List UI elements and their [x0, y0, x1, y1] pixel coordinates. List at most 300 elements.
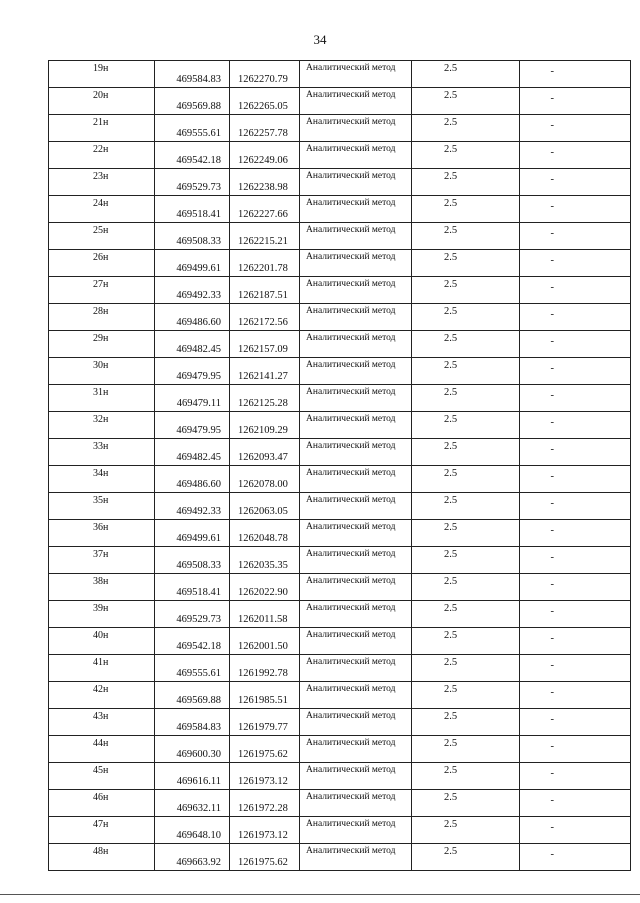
accuracy-text: 2.5 — [444, 306, 458, 317]
accuracy-cell — [412, 844, 520, 871]
y-coordinate-cell — [230, 250, 300, 277]
method-text: Аналитический метод — [306, 360, 396, 370]
description-text: - — [550, 93, 554, 104]
point-text: 46н — [93, 792, 109, 803]
description-cell — [520, 223, 631, 250]
x-coordinate-cell — [155, 250, 230, 277]
coordinates-table — [48, 60, 631, 871]
point-text: 41н — [93, 657, 109, 668]
x-coordinate-cell — [155, 709, 230, 736]
method-text: Аналитический метод — [306, 468, 396, 478]
accuracy-text: 2.5 — [444, 738, 458, 749]
y-coordinate-text: 1262215.21 — [238, 236, 288, 247]
accuracy-text: 2.5 — [444, 198, 458, 209]
description-cell — [520, 628, 631, 655]
x-coordinate-cell — [155, 169, 230, 196]
description-cell — [520, 844, 631, 871]
method-cell — [300, 466, 412, 493]
method-text: Аналитический метод — [306, 387, 396, 397]
accuracy-text: 2.5 — [444, 252, 458, 263]
description-cell — [520, 196, 631, 223]
x-coordinate-cell — [155, 88, 230, 115]
y-coordinate-cell — [230, 439, 300, 466]
accuracy-text: 2.5 — [444, 117, 458, 128]
y-coordinate-cell — [230, 277, 300, 304]
method-text: Аналитический метод — [306, 576, 396, 586]
x-coordinate-text: 469518.41 — [176, 587, 221, 598]
x-coordinate-cell — [155, 223, 230, 250]
table-row — [49, 520, 631, 547]
accuracy-cell — [412, 655, 520, 682]
y-coordinate-text: 1262109.29 — [238, 425, 288, 436]
method-cell — [300, 790, 412, 817]
method-text: Аналитический метод — [306, 252, 396, 262]
point-cell — [49, 466, 155, 493]
coordinates-table-body — [49, 61, 631, 871]
description-text: - — [550, 444, 554, 455]
table-row — [49, 88, 631, 115]
accuracy-cell — [412, 574, 520, 601]
y-coordinate-text: 1262022.90 — [238, 587, 288, 598]
description-cell — [520, 61, 631, 88]
table-row — [49, 115, 631, 142]
method-cell — [300, 250, 412, 277]
x-coordinate-cell — [155, 790, 230, 817]
point-cell — [49, 358, 155, 385]
y-coordinate-cell — [230, 844, 300, 871]
method-cell — [300, 601, 412, 628]
description-text: - — [550, 606, 554, 617]
point-text: 36н — [93, 522, 109, 533]
y-coordinate-cell — [230, 331, 300, 358]
description-text: - — [550, 525, 554, 536]
accuracy-text: 2.5 — [444, 495, 458, 506]
description-text: - — [550, 255, 554, 266]
x-coordinate-cell — [155, 466, 230, 493]
accuracy-cell — [412, 628, 520, 655]
y-coordinate-text: 1262172.56 — [238, 317, 288, 328]
description-text: - — [550, 363, 554, 374]
description-text: - — [550, 282, 554, 293]
x-coordinate-text: 469499.61 — [176, 533, 221, 544]
description-cell — [520, 466, 631, 493]
point-cell — [49, 628, 155, 655]
accuracy-text: 2.5 — [444, 819, 458, 830]
y-coordinate-text: 1262238.98 — [238, 182, 288, 193]
y-coordinate-text: 1262011.58 — [238, 614, 288, 625]
point-text: 35н — [93, 495, 109, 506]
accuracy-cell — [412, 142, 520, 169]
method-cell — [300, 547, 412, 574]
x-coordinate-cell — [155, 763, 230, 790]
y-coordinate-cell — [230, 790, 300, 817]
point-cell — [49, 115, 155, 142]
description-text: - — [550, 228, 554, 239]
point-cell — [49, 169, 155, 196]
point-text: 24н — [93, 198, 109, 209]
method-text: Аналитический метод — [306, 711, 396, 721]
description-text: - — [550, 390, 554, 401]
x-coordinate-text: 469518.41 — [176, 209, 221, 220]
x-coordinate-cell — [155, 736, 230, 763]
point-text: 28н — [93, 306, 109, 317]
table-row — [49, 250, 631, 277]
x-coordinate-text: 469600.30 — [176, 749, 221, 760]
description-cell — [520, 385, 631, 412]
description-text: - — [550, 714, 554, 725]
point-cell — [49, 736, 155, 763]
accuracy-text: 2.5 — [444, 333, 458, 344]
description-cell — [520, 331, 631, 358]
accuracy-cell — [412, 493, 520, 520]
description-text: - — [550, 120, 554, 131]
y-coordinate-text: 1262270.79 — [238, 74, 288, 85]
y-coordinate-cell — [230, 574, 300, 601]
method-cell — [300, 736, 412, 763]
point-cell — [49, 493, 155, 520]
y-coordinate-text: 1261973.12 — [238, 776, 288, 787]
y-coordinate-cell — [230, 736, 300, 763]
y-coordinate-text: 1262093.47 — [238, 452, 288, 463]
description-cell — [520, 250, 631, 277]
point-text: 48н — [93, 846, 109, 857]
point-cell — [49, 844, 155, 871]
description-text: - — [550, 741, 554, 752]
point-cell — [49, 574, 155, 601]
method-text: Аналитический метод — [306, 63, 396, 73]
point-text: 20н — [93, 90, 109, 101]
method-text: Аналитический метод — [306, 117, 396, 127]
y-coordinate-cell — [230, 709, 300, 736]
table-row — [49, 331, 631, 358]
x-coordinate-text: 469632.11 — [176, 803, 221, 814]
method-cell — [300, 574, 412, 601]
y-coordinate-cell — [230, 88, 300, 115]
x-coordinate-text: 469479.95 — [176, 425, 221, 436]
point-text: 21н — [93, 117, 109, 128]
method-text: Аналитический метод — [306, 171, 396, 181]
description-cell — [520, 358, 631, 385]
description-text: - — [550, 795, 554, 806]
description-text: - — [550, 660, 554, 671]
y-coordinate-text: 1261992.78 — [238, 668, 288, 679]
description-cell — [520, 520, 631, 547]
method-text: Аналитический метод — [306, 603, 396, 613]
y-coordinate-text: 1262141.27 — [238, 371, 288, 382]
bottom-rule — [0, 894, 640, 895]
point-cell — [49, 817, 155, 844]
y-coordinate-text: 1262063.05 — [238, 506, 288, 517]
accuracy-cell — [412, 601, 520, 628]
x-coordinate-cell — [155, 817, 230, 844]
x-coordinate-text: 469486.60 — [176, 479, 221, 490]
method-text: Аналитический метод — [306, 738, 396, 748]
description-cell — [520, 142, 631, 169]
point-cell — [49, 385, 155, 412]
y-coordinate-cell — [230, 196, 300, 223]
method-cell — [300, 61, 412, 88]
description-text: - — [550, 336, 554, 347]
method-cell — [300, 628, 412, 655]
accuracy-text: 2.5 — [444, 522, 458, 533]
point-cell — [49, 277, 155, 304]
y-coordinate-cell — [230, 763, 300, 790]
accuracy-cell — [412, 763, 520, 790]
description-cell — [520, 574, 631, 601]
accuracy-cell — [412, 736, 520, 763]
x-coordinate-text: 469569.88 — [176, 101, 221, 112]
point-text: 22н — [93, 144, 109, 155]
page-number: 34 — [313, 32, 327, 47]
y-coordinate-cell — [230, 493, 300, 520]
description-cell — [520, 304, 631, 331]
point-text: 23н — [93, 171, 109, 182]
point-text: 25н — [93, 225, 109, 236]
point-text: 33н — [93, 441, 109, 452]
method-text: Аналитический метод — [306, 549, 396, 559]
method-cell — [300, 655, 412, 682]
method-cell — [300, 520, 412, 547]
table-row — [49, 304, 631, 331]
accuracy-cell — [412, 520, 520, 547]
description-cell — [520, 493, 631, 520]
point-cell — [49, 250, 155, 277]
y-coordinate-cell — [230, 520, 300, 547]
method-text: Аналитический метод — [306, 144, 396, 154]
x-coordinate-cell — [155, 520, 230, 547]
x-coordinate-text: 469529.73 — [176, 614, 221, 625]
accuracy-cell — [412, 250, 520, 277]
y-coordinate-cell — [230, 169, 300, 196]
method-text: Аналитический метод — [306, 90, 396, 100]
y-coordinate-text: 1262157.09 — [238, 344, 288, 355]
y-coordinate-text: 1262125.28 — [238, 398, 288, 409]
accuracy-cell — [412, 358, 520, 385]
point-cell — [49, 196, 155, 223]
x-coordinate-text: 469555.61 — [176, 128, 221, 139]
x-coordinate-cell — [155, 844, 230, 871]
x-coordinate-text: 469508.33 — [176, 236, 221, 247]
point-text: 40н — [93, 630, 109, 641]
x-coordinate-cell — [155, 655, 230, 682]
x-coordinate-text: 469482.45 — [176, 452, 221, 463]
method-cell — [300, 439, 412, 466]
accuracy-cell — [412, 412, 520, 439]
accuracy-text: 2.5 — [444, 144, 458, 155]
x-coordinate-cell — [155, 628, 230, 655]
x-coordinate-cell — [155, 277, 230, 304]
x-coordinate-cell — [155, 304, 230, 331]
y-coordinate-text: 1262048.78 — [238, 533, 288, 544]
point-text: 43н — [93, 711, 109, 722]
x-coordinate-text: 469569.88 — [176, 695, 221, 706]
y-coordinate-cell — [230, 304, 300, 331]
method-text: Аналитический метод — [306, 522, 396, 532]
description-cell — [520, 736, 631, 763]
point-text: 47н — [93, 819, 109, 830]
y-coordinate-cell — [230, 412, 300, 439]
description-text: - — [550, 633, 554, 644]
x-coordinate-text: 469482.45 — [176, 344, 221, 355]
description-cell — [520, 817, 631, 844]
table-row — [49, 277, 631, 304]
method-text: Аналитический метод — [306, 414, 396, 424]
description-cell — [520, 277, 631, 304]
method-text: Аналитический метод — [306, 684, 396, 694]
y-coordinate-cell — [230, 466, 300, 493]
table-row — [49, 682, 631, 709]
x-coordinate-text: 469508.33 — [176, 560, 221, 571]
table-row — [49, 601, 631, 628]
table-row — [49, 142, 631, 169]
point-cell — [49, 520, 155, 547]
description-text: - — [550, 687, 554, 698]
accuracy-text: 2.5 — [444, 765, 458, 776]
x-coordinate-cell — [155, 115, 230, 142]
accuracy-cell — [412, 88, 520, 115]
x-coordinate-text: 469499.61 — [176, 263, 221, 274]
method-cell — [300, 817, 412, 844]
accuracy-text: 2.5 — [444, 225, 458, 236]
point-text: 44н — [93, 738, 109, 749]
description-cell — [520, 115, 631, 142]
description-cell — [520, 601, 631, 628]
accuracy-text: 2.5 — [444, 441, 458, 452]
y-coordinate-cell — [230, 817, 300, 844]
method-cell — [300, 763, 412, 790]
accuracy-cell — [412, 169, 520, 196]
table-row — [49, 628, 631, 655]
table-row — [49, 466, 631, 493]
table-row — [49, 736, 631, 763]
method-cell — [300, 223, 412, 250]
point-cell — [49, 223, 155, 250]
description-cell — [520, 439, 631, 466]
method-text: Аналитический метод — [306, 792, 396, 802]
y-coordinate-text: 1261975.62 — [238, 857, 288, 868]
description-cell — [520, 412, 631, 439]
point-cell — [49, 331, 155, 358]
y-coordinate-cell — [230, 385, 300, 412]
table-row — [49, 439, 631, 466]
x-coordinate-text: 469492.33 — [176, 506, 221, 517]
x-coordinate-cell — [155, 61, 230, 88]
description-text: - — [550, 822, 554, 833]
y-coordinate-cell — [230, 601, 300, 628]
table-row — [49, 844, 631, 871]
y-coordinate-cell — [230, 115, 300, 142]
description-text: - — [550, 768, 554, 779]
point-cell — [49, 763, 155, 790]
x-coordinate-cell — [155, 196, 230, 223]
description-text: - — [550, 417, 554, 428]
table-row — [49, 655, 631, 682]
accuracy-cell — [412, 304, 520, 331]
table-row — [49, 223, 631, 250]
point-cell — [49, 439, 155, 466]
x-coordinate-cell — [155, 385, 230, 412]
y-coordinate-text: 1262078.00 — [238, 479, 288, 490]
y-coordinate-cell — [230, 628, 300, 655]
point-text: 38н — [93, 576, 109, 587]
accuracy-text: 2.5 — [444, 549, 458, 560]
point-text: 45н — [93, 765, 109, 776]
point-text: 30н — [93, 360, 109, 371]
accuracy-text: 2.5 — [444, 603, 458, 614]
description-cell — [520, 790, 631, 817]
method-text: Аналитический метод — [306, 657, 396, 667]
accuracy-cell — [412, 61, 520, 88]
accuracy-cell — [412, 547, 520, 574]
method-cell — [300, 88, 412, 115]
accuracy-cell — [412, 331, 520, 358]
method-cell — [300, 304, 412, 331]
accuracy-cell — [412, 439, 520, 466]
table-row — [49, 763, 631, 790]
x-coordinate-text: 469616.11 — [176, 776, 221, 787]
accuracy-text: 2.5 — [444, 630, 458, 641]
accuracy-cell — [412, 709, 520, 736]
point-text: 42н — [93, 684, 109, 695]
accuracy-text: 2.5 — [444, 279, 458, 290]
x-coordinate-text: 469492.33 — [176, 290, 221, 301]
y-coordinate-text: 1262257.78 — [238, 128, 288, 139]
method-cell — [300, 493, 412, 520]
description-text: - — [550, 552, 554, 563]
accuracy-cell — [412, 277, 520, 304]
accuracy-text: 2.5 — [444, 90, 458, 101]
point-text: 37н — [93, 549, 109, 560]
method-cell — [300, 169, 412, 196]
y-coordinate-cell — [230, 142, 300, 169]
method-text: Аналитический метод — [306, 306, 396, 316]
x-coordinate-cell — [155, 547, 230, 574]
y-coordinate-text: 1262265.05 — [238, 101, 288, 112]
y-coordinate-text: 1261972.28 — [238, 803, 288, 814]
description-cell — [520, 682, 631, 709]
accuracy-text: 2.5 — [444, 792, 458, 803]
point-text: 29н — [93, 333, 109, 344]
x-coordinate-text: 469648.10 — [176, 830, 221, 841]
description-cell — [520, 547, 631, 574]
method-cell — [300, 331, 412, 358]
x-coordinate-text: 469555.61 — [176, 668, 221, 679]
method-text: Аналитический метод — [306, 279, 396, 289]
table-row — [49, 385, 631, 412]
table-row — [49, 61, 631, 88]
accuracy-cell — [412, 682, 520, 709]
point-cell — [49, 547, 155, 574]
table-row — [49, 574, 631, 601]
table-row — [49, 196, 631, 223]
method-cell — [300, 682, 412, 709]
accuracy-cell — [412, 817, 520, 844]
method-text: Аналитический метод — [306, 441, 396, 451]
description-text: - — [550, 174, 554, 185]
x-coordinate-cell — [155, 493, 230, 520]
y-coordinate-cell — [230, 223, 300, 250]
accuracy-cell — [412, 115, 520, 142]
description-cell — [520, 88, 631, 115]
table-row — [49, 412, 631, 439]
x-coordinate-cell — [155, 331, 230, 358]
description-text: - — [550, 498, 554, 509]
y-coordinate-text: 1261975.62 — [238, 749, 288, 760]
x-coordinate-cell — [155, 601, 230, 628]
description-text: - — [550, 471, 554, 482]
x-coordinate-text: 469479.95 — [176, 371, 221, 382]
accuracy-text: 2.5 — [444, 387, 458, 398]
